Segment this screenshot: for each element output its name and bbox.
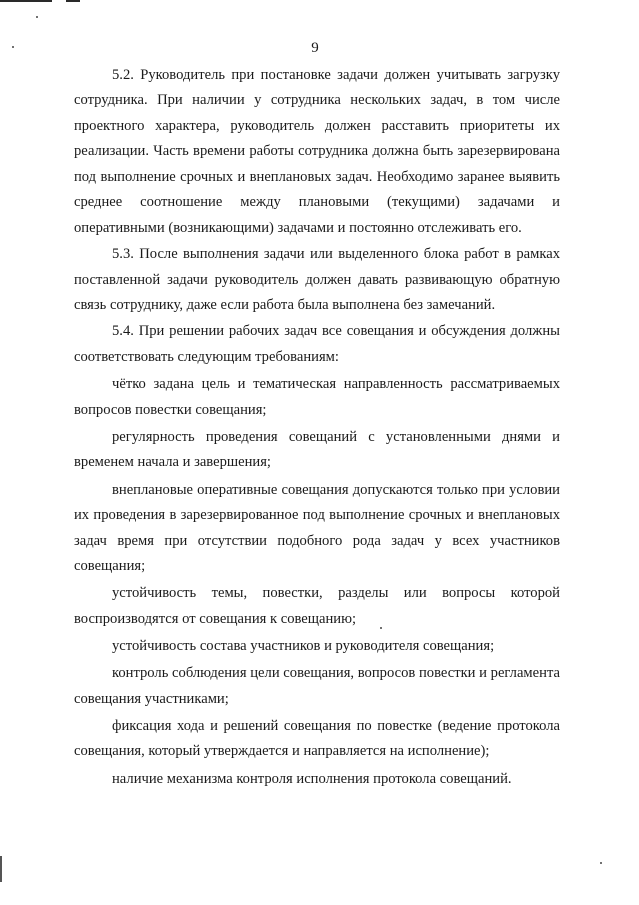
paragraph-5-3: 5.3. После выполнения задачи или выделенного блока работ в рамках поставленной задачи руководитель должен давать развивающую обратную связь сотруднику, даже если работа была выполнена без замечаний. — [74, 246, 560, 314]
scan-speck — [600, 862, 602, 864]
paragraph-5-4: 5.4. При решении рабочих задач все совещания и обсуждения должны соответствовать следующим требованиям: — [74, 323, 560, 366]
requirement-item: чётко задана цель и тематическая направленность рассматриваемых вопросов повестки совещания; — [74, 376, 560, 418]
paragraph-5-2: 5.2. Руководитель при постановке задачи должен учитывать загрузку сотрудника. При наличии у сотрудника нескольких задач, в том числе проектного характера, руководитель должен расставить приоритеты их реализации. Часть времени работы сотрудника должна быть зарезервирована под выполнение срочных и внеплановых задач. Необходимо заранее выявить среднее соотношение между плановыми (текущими) задачами и оперативными (возникающими) задачами и постоянно отслеживать его. — [74, 66, 560, 237]
requirement-item: наличие механизма контроля исполнения протокола совещаний. — [112, 770, 512, 787]
requirement-item: фиксация хода и решений совещания по повестке (ведение протокола совещания, который утверждается и направляется на исполнение); — [74, 717, 560, 760]
scan-edge-mark — [66, 0, 80, 2]
requirement-item: контроль соблюдения цели совещания, вопросов повестки и регламента совещания участниками; — [74, 665, 560, 707]
document-body — [74, 62, 560, 792]
requirement-item: внеплановые оперативные совещания допускаются только при условии их проведения в зарезервированное под выполнение срочных и внеплановых задач время при отсутствии подобного рода задач у всех участников совещания; — [74, 481, 560, 575]
scan-edge-mark — [0, 0, 52, 2]
page-number: 9 — [311, 40, 319, 56]
scan-speck — [36, 16, 38, 18]
scan-edge-mark — [0, 856, 2, 882]
requirement-item: устойчивость темы, повестки, разделы или вопросы которой воспроизводятся от совещания к совещанию; — [74, 585, 560, 627]
requirement-item: регулярность проведения совещаний с установленными днями и временем начала и завершения; — [74, 428, 560, 471]
requirement-item: устойчивость состава участников и руководителя совещания; — [112, 638, 495, 655]
